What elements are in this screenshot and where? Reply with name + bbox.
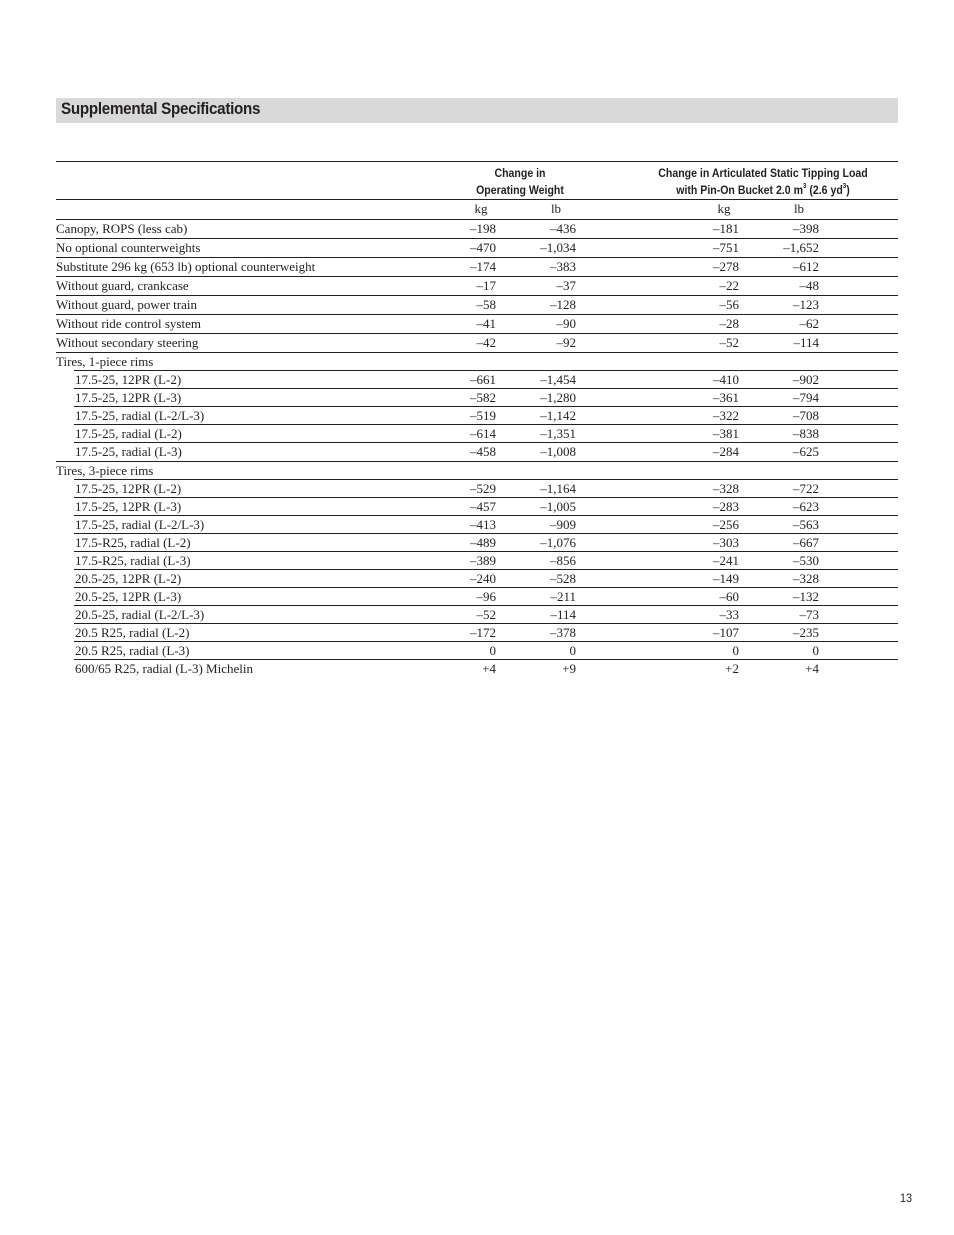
table-row [56,588,898,606]
operating-weight-header-line2: Operating Weight [476,183,564,197]
op-kg-value: –174 [470,259,496,274]
table-row [56,295,898,314]
row-label: Canopy, ROPS (less cab) [56,221,188,236]
op-lb-value: –1,008 [540,444,576,459]
row-label: 17.5-25, radial (L-3) [75,444,182,459]
op-kg-value: –582 [470,390,496,405]
op-lb-value: –114 [550,607,576,622]
op-kg-value: –41 [476,316,496,331]
op-lb-value: –856 [550,553,576,568]
op-lb-value: –37 [556,278,576,293]
tip-lb-value: –838 [793,426,819,441]
tip-lb-value: –722 [793,481,819,496]
tip-kg-value: –107 [713,625,739,640]
table-row [56,624,898,642]
table-row [56,516,898,534]
tip-kg-value: +2 [725,661,739,676]
group-title-row [56,461,898,480]
row-label: 17.5-R25, radial (L-2) [75,535,191,550]
table-row [56,552,898,570]
row-label: 17.5-25, 12PR (L-2) [75,372,182,387]
table-row [56,606,898,624]
tipping-load-header-line2b: (2.6 yd [806,183,843,197]
op-lb-value: 0 [569,643,576,658]
tip-kg-value: –241 [713,553,739,568]
group-title-row [56,352,898,371]
section-header-bar [56,98,898,123]
tip-kg-value: –52 [719,335,739,350]
tip-lb-value: –625 [793,444,819,459]
tip-lb-value: –62 [799,316,819,331]
tip-lb-value: +4 [805,661,819,676]
op-kg-value: +4 [482,661,496,676]
tip-kg-value: –256 [713,517,739,532]
op-kg-value: –614 [470,426,496,441]
tip-lb-value: –398 [793,221,819,236]
unit-op-kg: kg [474,201,488,216]
op-kg-value: 0 [489,643,496,658]
table-row [56,642,898,660]
rows-main [56,219,898,352]
tip-kg-value: –60 [719,589,739,604]
supplemental-specifications-table [56,161,898,678]
row-label: 17.5-25, 12PR (L-3) [75,499,182,514]
tip-lb-value: –328 [793,571,819,586]
unit-tip-lb: lb [793,201,805,216]
section-title: Supplemental Specifications [61,100,261,118]
tip-kg-value: –149 [713,571,739,586]
row-label: 20.5-25, radial (L-2/L-3) [75,607,205,622]
row-label: Without guard, crankcase [56,278,189,293]
op-lb-value: –1,164 [540,481,576,496]
unit-tip-kg: kg [717,201,731,216]
tip-kg-value: –381 [713,426,739,441]
tip-lb-value: –235 [793,625,819,640]
op-lb-value: –1,142 [540,408,576,423]
rows-group2 [56,480,898,678]
table-row [56,219,898,238]
row-label: 17.5-25, 12PR (L-3) [75,390,182,405]
group-title: Tires, 3-piece rims [56,463,154,478]
tip-lb-value: –667 [793,535,819,550]
row-label: Substitute 296 kg (653 lb) optional counterweight [56,259,316,274]
tipping-load-header-line2 [646,182,880,199]
op-lb-value: –90 [556,316,576,331]
op-kg-value: –42 [476,335,496,350]
row-label: 17.5-25, 12PR (L-2) [75,481,182,496]
row-label: 17.5-25, radial (L-2) [75,426,182,441]
op-lb-value: –128 [550,297,576,312]
op-kg-value: –389 [470,553,496,568]
op-kg-value: –198 [470,221,496,236]
tip-lb-value: –132 [793,589,819,604]
unit-op-lb: lb [550,201,562,216]
tip-lb-value: –623 [793,499,819,514]
op-lb-value: –211 [550,589,576,604]
table-row [56,238,898,257]
op-lb-value: –383 [550,259,576,274]
tip-kg-value: –28 [719,316,739,331]
operating-weight-header [454,165,586,199]
op-kg-value: –172 [470,625,496,640]
group-title: Tires, 1-piece rims [56,354,154,369]
tip-lb-value: 0 [812,643,819,658]
op-lb-value: –909 [550,517,576,532]
units-row [56,199,898,219]
table-row [56,425,898,443]
table-header [56,162,898,199]
row-label: 20.5 R25, radial (L-3) [75,643,190,658]
table-row [56,480,898,498]
row-label: 20.5-25, 12PR (L-3) [75,589,182,604]
table-row [56,389,898,407]
tip-kg-value: –33 [719,607,739,622]
page-number: 13 [899,1191,912,1205]
op-kg-value: –240 [470,571,496,586]
tipping-load-header-line1: Change in Articulated Static Tipping Load [658,166,868,180]
table-row [56,314,898,333]
op-lb-value: –1,454 [540,372,576,387]
tip-kg-value: –361 [713,390,739,405]
tip-lb-value: –794 [793,390,819,405]
tip-lb-value: –114 [793,335,819,350]
superscript-3: 3 [842,183,847,190]
op-kg-value: –470 [470,240,496,255]
tip-lb-value: –73 [799,607,819,622]
row-label: 600/65 R25, radial (L-3) Michelin [75,661,253,676]
row-label: Without guard, power train [56,297,197,312]
tip-kg-value: –181 [713,221,739,236]
op-lb-value: –1,034 [540,240,576,255]
op-lb-value: +9 [562,661,576,676]
op-kg-value: –413 [470,517,496,532]
tip-lb-value: –708 [793,408,819,423]
table-row [56,570,898,588]
tip-kg-value: –410 [713,372,739,387]
table-row [56,660,898,678]
row-label: 20.5 R25, radial (L-2) [75,625,190,640]
table-row [56,276,898,295]
superscript-3: 3 [802,183,807,190]
table-row [56,407,898,425]
tip-lb-value: –1,652 [783,240,819,255]
op-kg-value: –489 [470,535,496,550]
op-kg-value: –458 [470,444,496,459]
op-lb-value: –1,280 [540,390,576,405]
tip-lb-value: –123 [793,297,819,312]
op-kg-value: –661 [470,372,496,387]
op-kg-value: –58 [476,297,496,312]
table-row [56,498,898,516]
tip-lb-value: –48 [799,278,819,293]
op-lb-value: –528 [550,571,576,586]
operating-weight-header-line1: Change in [494,166,546,180]
table-row [56,443,898,461]
rows-group1 [56,371,898,461]
op-lb-value: –1,005 [540,499,576,514]
op-kg-value: –457 [470,499,496,514]
op-kg-value: –52 [476,607,496,622]
table-row [56,534,898,552]
tip-lb-value: –902 [793,372,819,387]
tip-kg-value: 0 [732,643,739,658]
tip-kg-value: –322 [713,408,739,423]
tip-kg-value: –22 [719,278,739,293]
op-lb-value: –92 [556,335,576,350]
row-label: Without ride control system [56,316,201,331]
row-label: 17.5-R25, radial (L-3) [75,553,191,568]
op-lb-value: –436 [550,221,576,236]
table-row [56,371,898,389]
table-row [56,257,898,276]
tip-lb-value: –612 [793,259,819,274]
op-kg-value: –96 [476,589,496,604]
tipping-load-header-line2a: with Pin-On Bucket 2.0 m [676,183,803,197]
op-kg-value: –519 [470,408,496,423]
op-kg-value: –17 [476,278,496,293]
row-label: 20.5-25, 12PR (L-2) [75,571,182,586]
table-row [56,333,898,352]
op-lb-value: –1,076 [540,535,576,550]
tipping-load-header-line2c: ) [846,183,850,197]
row-label: Without secondary steering [56,335,199,350]
tip-kg-value: –56 [719,297,739,312]
op-kg-value: –529 [470,481,496,496]
tip-lb-value: –563 [793,517,819,532]
tip-kg-value: –278 [713,259,739,274]
op-lb-value: –378 [550,625,576,640]
tip-kg-value: –751 [713,240,739,255]
tipping-load-header [630,165,896,199]
op-lb-value: –1,351 [540,426,576,441]
row-label: 17.5-25, radial (L-2/L-3) [75,408,205,423]
tip-kg-value: –303 [713,535,739,550]
row-label: 17.5-25, radial (L-2/L-3) [75,517,205,532]
tip-kg-value: –283 [713,499,739,514]
row-label: No optional counterweights [56,240,201,255]
tip-kg-value: –284 [713,444,739,459]
tip-lb-value: –530 [793,553,819,568]
tip-kg-value: –328 [713,481,739,496]
